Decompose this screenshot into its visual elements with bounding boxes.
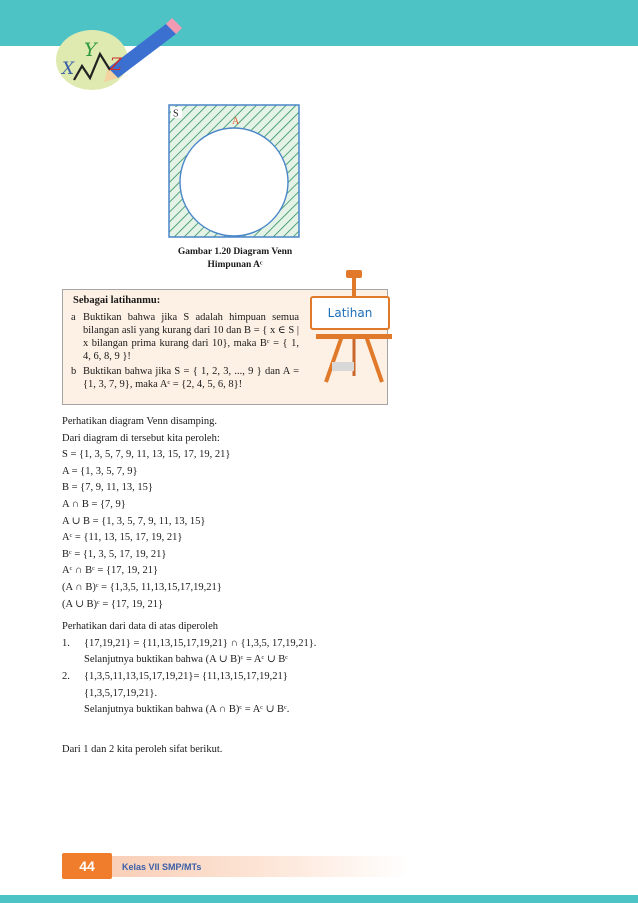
numbered-item-1 [62, 636, 422, 669]
exercise-title: Sebagai latihanmu: [73, 295, 161, 306]
conclusion-text: Dari 1 dan 2 kita peroleh sifat berikut. [62, 744, 223, 755]
exercise-letter: b [71, 366, 77, 377]
caption-line-1: Gambar 1.20 Diagram Venn [177, 247, 293, 257]
item-number: 2. [62, 670, 70, 682]
venn-diagram [168, 104, 300, 238]
item-line: {1,3,5,17,19,21}. [84, 687, 158, 699]
content-line: B = {7, 9, 11, 13, 15} [62, 482, 153, 494]
content-line: S = {1, 3, 5, 7, 9, 11, 13, 15, 17, 19, 21} [62, 449, 231, 461]
item-line: Selanjutnya buktikan bahwa (A ∩ B)ᶜ = Aᶜ ∪ Bᶜ. [84, 704, 290, 716]
xyz-pencil-logo [48, 8, 188, 98]
content-line: A = {1, 3, 5, 7, 9} [62, 465, 138, 477]
logo-letter-y: Y [84, 39, 97, 61]
exercise-text: Buktikan bahwa jika S = { 1, 2, 3, ..., 9 } dan A = {1, 3, 7, 9}, maka Aᶜ = {2, 4, 5, 6, 8}! [83, 366, 299, 390]
exercise-text: Buktikan bahwa jika S adalah himpuan semua bilangan asli yang kurang dari 10 dan B = { x ∈ S | x bilangan prima kurang dari 10}, maka Bᶜ = { 1, 4, 6, 8, 9 }! [83, 312, 299, 362]
page-number: 44 [62, 853, 112, 879]
content-line: A ∩ B = {7, 9} [62, 498, 126, 510]
content-line: A ∪ B = {1, 3, 5, 7, 9, 11, 13, 15} [62, 515, 206, 527]
content-line: Aᶜ ∩ Bᶜ = {17, 19, 21} [62, 565, 159, 577]
item-number: 1. [62, 637, 70, 649]
content-line: Dari diagram di tersebut kita peroleh: [62, 432, 220, 444]
content-line: (A ∩ B)ᶜ = {1,3,5, 11,13,15,17,19,21} [62, 581, 222, 593]
set-a-label: A [232, 116, 240, 127]
set-s-label: S [173, 108, 179, 120]
item-line: {1,3,5,11,13,15,17,19,21}= {11,13,15,17,19,21} [84, 670, 288, 682]
main-content [62, 414, 422, 719]
content-line: (A ∪ B)ᶜ = {17, 19, 21} [62, 598, 163, 610]
footer-label: Kelas VII SMP/MTs [122, 862, 202, 872]
item-line: {17,19,21} = {11,13,15,17,19,21} ∩ {1,3,5, 17,19,21}. [84, 637, 317, 649]
content-line: Bᶜ = {1, 3, 5, 17, 19, 21} [62, 548, 167, 560]
logo-letter-x: X [62, 59, 75, 79]
caption-line-2: Himpunan Aᶜ [207, 260, 263, 270]
figure-caption [130, 246, 340, 272]
content-line: Perhatikan diagram Venn disamping. [62, 416, 217, 427]
set-a-circle [180, 128, 288, 236]
exercise-letter: a [71, 312, 76, 323]
content-intro: Perhatikan dari data di atas diperoleh [62, 621, 218, 633]
footer-bar [62, 856, 410, 877]
content-line: Aᶜ = {11, 13, 15, 17, 19, 21} [62, 532, 183, 544]
numbered-item-2 [62, 669, 422, 719]
logo-letter-z: Z [110, 55, 122, 75]
item-line: Selanjutnya buktikan bahwa (A ∪ B)ᶜ = Aᶜ ∪ Bᶜ [84, 654, 288, 666]
bottom-color-band [0, 895, 638, 903]
latihan-label: Latihan [310, 296, 390, 330]
